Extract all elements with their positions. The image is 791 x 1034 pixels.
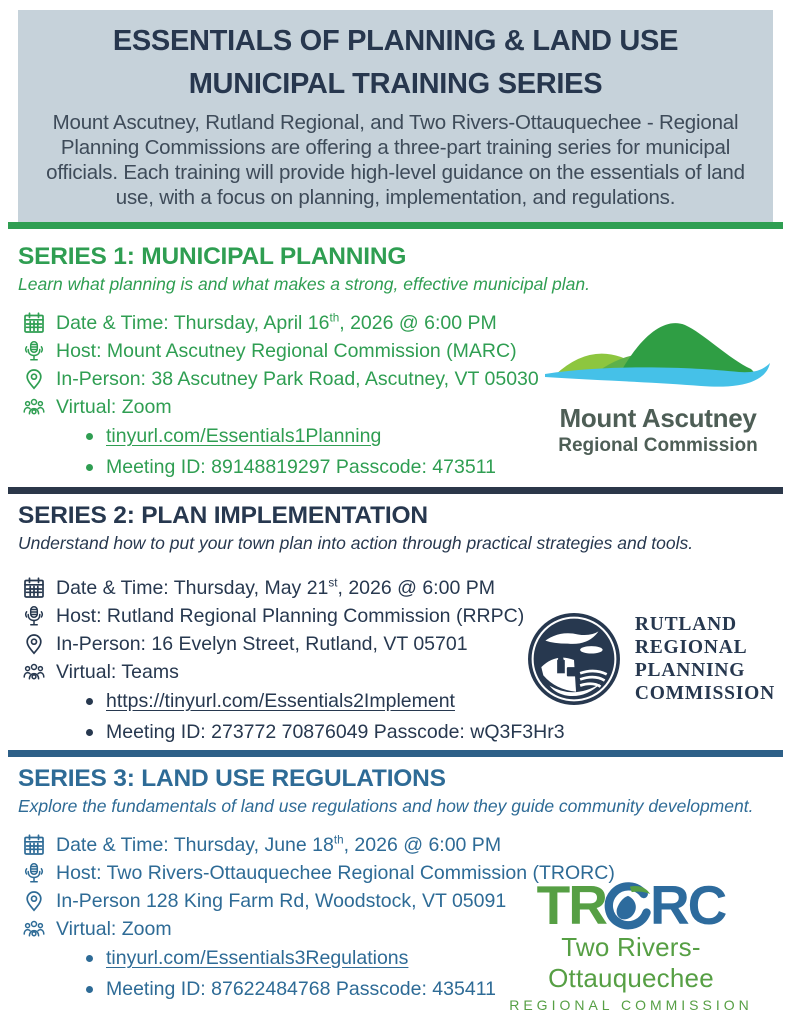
- bullet-dot: [86, 955, 93, 962]
- divider-series-2: [8, 487, 783, 494]
- series-2-host-text: Host: Rutland Regional Planning Commission (RRPC): [56, 604, 525, 627]
- rrpc-logo-text: [635, 613, 775, 705]
- rrpc-logo-line1: RUTLAND: [634, 614, 737, 635]
- header-description: Mount Ascutney, Rutland Regional, and Two Rivers-Ottauquechee - Regional Planning Commissions are offering a three-part training series for municipal officials. Each training will provide high-level guidance on the essentials of land use, with a focus on planning, implementation, and regulations.: [46, 111, 745, 209]
- section-series-1: [0, 229, 791, 483]
- series-2-heading: SERIES 2: PLAN IMPLEMENTATION: [18, 502, 428, 529]
- series-1-date-text: Date & Time: Thursday, April 16th, 2026 @ 6:00 PM: [56, 311, 497, 334]
- series-2-virtual-text: Virtual: Teams: [56, 660, 179, 683]
- rrpc-logo-line3: PLANNING: [634, 660, 746, 681]
- section-series-3: [0, 757, 791, 1013]
- people-group-icon: [22, 660, 46, 684]
- series-3-heading: SERIES 3: LAND USE REGULATIONS: [18, 765, 446, 792]
- series-2-meeting-id: Meeting ID: 273772 70876049 Passcode: wQ3F3Hr3: [106, 721, 565, 743]
- divider-series-3: [8, 750, 783, 757]
- microphone-icon: [22, 339, 46, 363]
- people-group-icon: [22, 395, 46, 419]
- page-title: [44, 20, 747, 106]
- green-accent-bar: [8, 222, 783, 229]
- marc-mountain-art: [541, 309, 775, 401]
- trorc-letters-rc: RC: [649, 874, 726, 936]
- microphone-icon: [22, 861, 46, 885]
- page-title-line2: MUNICIPAL TRAINING SERIES: [188, 68, 603, 100]
- series-2-meeting-row: [18, 717, 773, 748]
- series-1-zoom-link[interactable]: tinyurl.com/Essentials1Planning: [106, 425, 382, 447]
- trorc-logo-line2: REGIONAL COMMISSION: [509, 997, 753, 1013]
- series-3-virtual-text: Virtual: Zoom: [56, 917, 172, 940]
- trorc-wordmark: [481, 874, 781, 936]
- calendar-icon: [22, 311, 46, 335]
- series-3-host-text: Host: Two Rivers-Ottauquechee Regional Commission (TRORC): [56, 861, 615, 884]
- calendar-icon: [22, 576, 46, 600]
- bullet-dot: [86, 729, 93, 736]
- rrpc-logo: [527, 612, 775, 706]
- page-title-line1: ESSENTIALS OF PLANNING & LAND USE: [112, 25, 679, 57]
- series-3-date-row: [18, 831, 773, 859]
- series-3-date-text: Date & Time: Thursday, June 18th, 2026 @ 6:00 PM: [56, 833, 502, 856]
- series-2-date-row: [18, 574, 773, 602]
- rrpc-logo-line2: REGIONAL: [634, 637, 748, 658]
- series-1-inperson-text: In-Person: 38 Ascutney Park Road, Ascutney, VT 05030: [56, 367, 539, 390]
- calendar-icon: [22, 833, 46, 857]
- marc-logo-line1: Mount Ascutney: [559, 403, 757, 433]
- series-2-inperson-text: In-Person: 16 Evelyn Street, Rutland, VT 05701: [56, 632, 468, 655]
- series-2-teams-link[interactable]: https://tinyurl.com/Essentials2Implement: [106, 690, 455, 712]
- bullet-dot: [86, 986, 93, 993]
- bullet-dot: [86, 698, 93, 705]
- series-2-subtitle: Understand how to put your town plan into action through practical strategies and tools.: [18, 533, 694, 553]
- series-3-meeting-id: Meeting ID: 87622484768 Passcode: 435411: [106, 978, 496, 1000]
- series-1-virtual-text: Virtual: Zoom: [56, 395, 172, 418]
- rrpc-logo-line4: COMMISSION: [634, 683, 775, 704]
- section-series-2: [0, 494, 791, 748]
- trorc-logo-line1: Two Rivers-Ottauquechee: [548, 932, 714, 993]
- bullet-dot: [86, 464, 93, 471]
- series-2-date-text: Date & Time: Thursday, May 21st, 2026 @ 6:00 PM: [56, 576, 495, 599]
- trorc-letters-tr: TR: [536, 874, 606, 936]
- marc-logo-line2: Regional Commission: [558, 435, 758, 456]
- flyer-header: [18, 10, 773, 222]
- location-pin-icon: [22, 632, 46, 656]
- rrpc-seal: [527, 612, 621, 706]
- series-1-host-text: Host: Mount Ascutney Regional Commission (MARC): [56, 339, 517, 362]
- series-1-heading: SERIES 1: MUNICIPAL PLANNING: [18, 243, 407, 270]
- series-1-meeting-id: Meeting ID: 89148819297 Passcode: 473511: [106, 456, 496, 478]
- series-3-inperson-text: In-Person 128 King Farm Rd, Woodstock, VT 05091: [56, 889, 507, 912]
- people-group-icon: [22, 917, 46, 941]
- series-3-zoom-link[interactable]: tinyurl.com/Essentials3Regulations: [106, 947, 409, 969]
- location-pin-icon: [22, 889, 46, 913]
- bullet-dot: [86, 433, 93, 440]
- location-pin-icon: [22, 367, 46, 391]
- series-3-subtitle: Explore the fundamentals of land use regulations and how they guide community development.: [18, 796, 754, 816]
- series-1-subtitle: Learn what planning is and what makes a strong, effective municipal plan.: [18, 274, 590, 294]
- trorc-logo: [481, 874, 781, 1013]
- marc-logo: [541, 309, 775, 457]
- trorc-swirl-o-icon: [603, 882, 653, 932]
- microphone-icon: [22, 604, 46, 628]
